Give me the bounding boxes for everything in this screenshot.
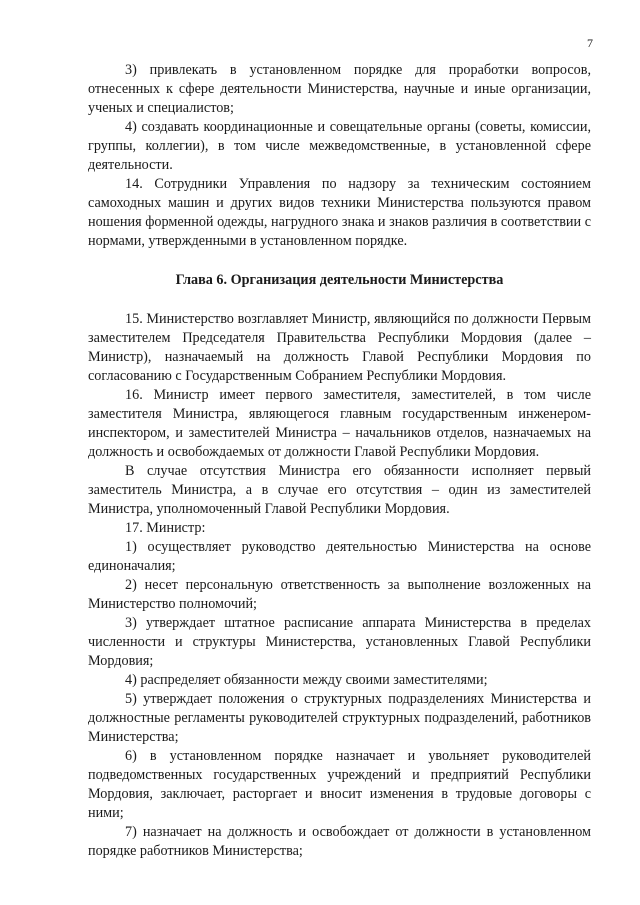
- document-body: [88, 61, 591, 861]
- paragraph-17-item-3: 3) утверждает штатное расписание аппарата Министерства в пределах численности и структуры Министерства, установленных Главой Республики Мордовия;: [88, 615, 591, 669]
- paragraph-14: 14. Сотрудники Управления по надзору за техническим состоянием самоходных машин и других видов техники Министерства пользуются правом ношения форменной одежды, нагрудного знака и знаков различия в соответствии с нормами, утвержденными в установленном порядке.: [88, 176, 591, 249]
- paragraph-17-item-7: 7) назначает на должность и освобождает от должности в установленном порядке работников Министерства;: [88, 824, 591, 859]
- chapter-heading: Глава 6. Организация деятельности Министерства: [175, 272, 504, 288]
- paragraph-15: 15. Министерство возглавляет Министр, являющийся по должности Первым заместителем Председателя Правительства Республики Мордовия (далее – Министр), назначаемый на должность Главой Республики Мордовия по согласованию с Государственным Собранием Республики Мордовия.: [88, 311, 591, 384]
- paragraph-item-4: 4) создавать координационные и совещательные органы (советы, комиссии, группы, коллегии), в том числе межведомственные, в установленной сфере деятельности.: [88, 119, 591, 173]
- paragraph-17-item-2: 2) несет персональную ответственность за выполнение возложенных на Министерство полномочий;: [88, 577, 591, 612]
- paragraph-16: 16. Министр имеет первого заместителя, заместителей, в том числе заместителя Министра, являющегося главным государственным инженером-инспектором, и заместителей Министра – начальников отделов, назначаемых на должность и освобождаемых от должности Главой Республики Мордовия.: [88, 387, 591, 460]
- paragraph-17-item-1: 1) осуществляет руководство деятельностью Министерства на основе единоначалия;: [88, 539, 591, 574]
- paragraph-17-item-6: 6) в установленном порядке назначает и увольняет руководителей подведомственных государственных учреждений и предприятий Республики Мордовия, заключает, расторгает и вносит изменения в трудовые договоры с ними;: [88, 748, 591, 821]
- paragraph-17-item-5: 5) утверждает положения о структурных подразделениях Министерства и должностные регламенты руководителей структурных подразделений, работников Министерства;: [88, 691, 591, 745]
- page-number: 7: [587, 36, 593, 50]
- paragraph-17: 17. Министр:: [125, 520, 206, 536]
- paragraph-17-item-4: 4) распределяет обязанности между своими заместителями;: [125, 672, 488, 688]
- paragraph-item-3: 3) привлекать в установленном порядке для проработки вопросов, отнесенных к сфере деятельности Министерства, научные и иные организации, ученых и специалистов;: [88, 62, 591, 116]
- paragraph-16-absence: В случае отсутствия Министра его обязанности исполняет первый заместитель Министра, а в случае его отсутствия – один из заместителей Министра, уполномоченный Главой Республики Мордовия.: [88, 463, 591, 517]
